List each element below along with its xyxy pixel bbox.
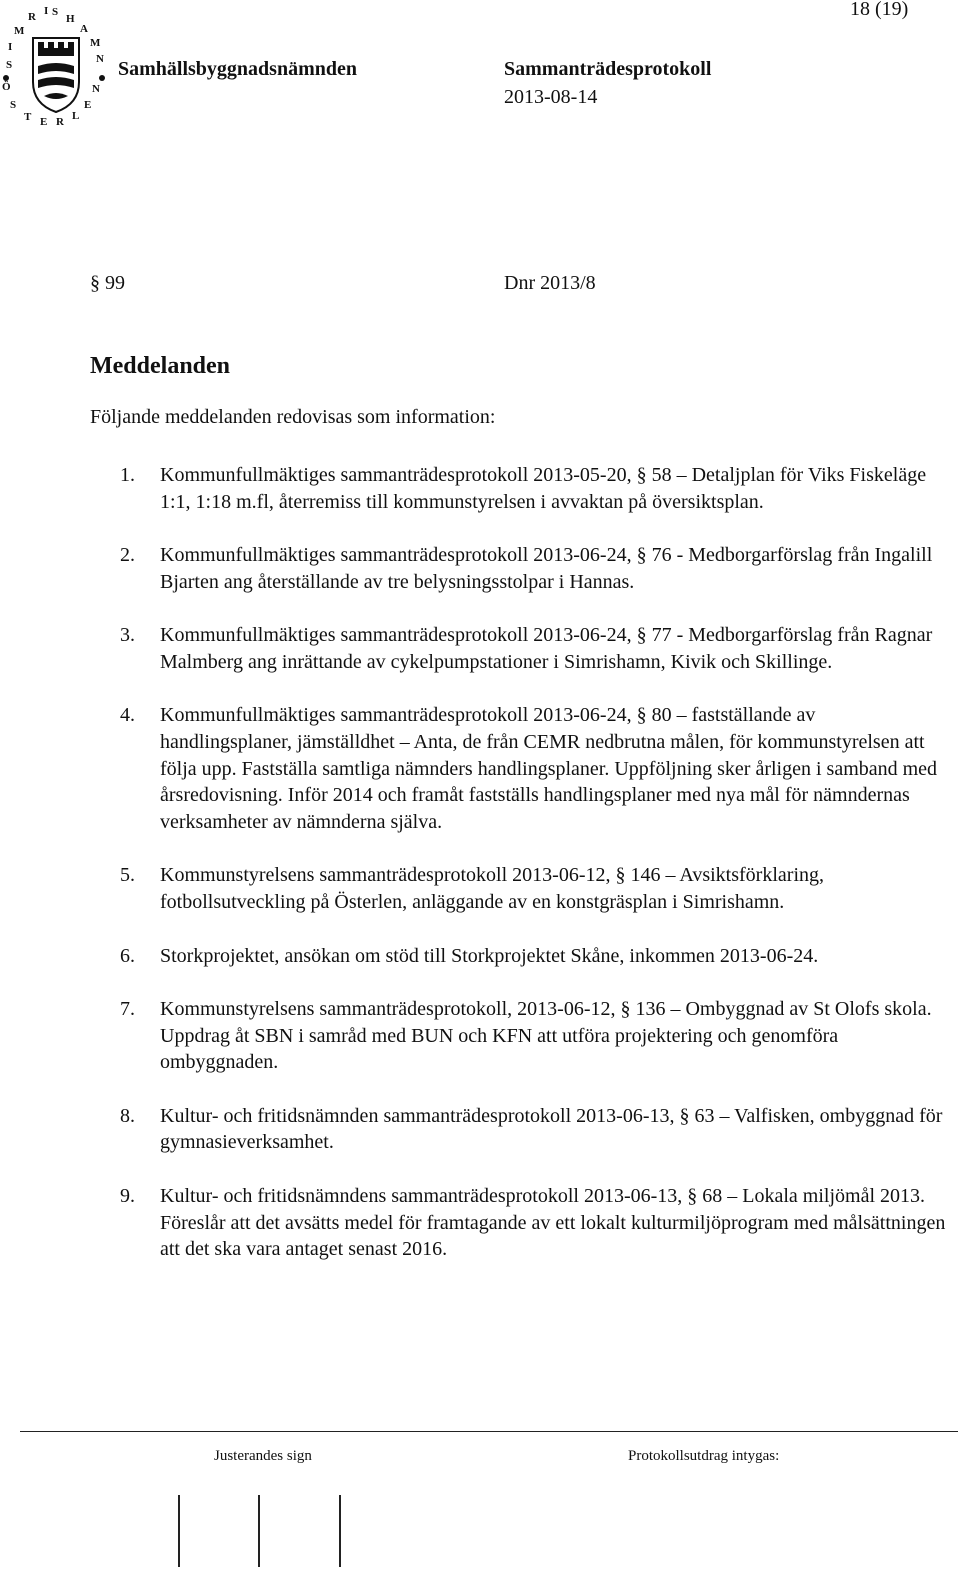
svg-text:M: M xyxy=(14,25,25,37)
intro-text: Följande meddelanden redovisas som information: xyxy=(90,406,496,428)
item-number: 5. xyxy=(120,864,135,887)
item-number: 7. xyxy=(120,997,135,1020)
svg-text:L: L xyxy=(72,110,80,122)
paragraph-number: § 99 xyxy=(90,272,125,294)
svg-text:M: M xyxy=(90,37,101,49)
svg-text:I: I xyxy=(44,5,49,17)
list-item xyxy=(120,622,950,675)
item-number: 3. xyxy=(120,624,135,647)
announcement-list xyxy=(120,462,950,1290)
page-number: 18 (19) xyxy=(850,0,909,20)
list-item xyxy=(120,862,950,915)
meeting-date: 2013-08-14 xyxy=(504,86,598,108)
svg-text:S: S xyxy=(6,59,13,71)
svg-text:S: S xyxy=(10,99,17,111)
signature-line xyxy=(339,1495,341,1567)
item-number: 9. xyxy=(120,1184,135,1207)
item-text: Kommunfullmäktiges sammanträdesprotokoll 2013-06-24, § 76 - Medborgarförslag från Ingalill Bjarten ang återställande av tre belysningsstolpar i Hannas. xyxy=(160,544,933,593)
document-type: Sammanträdesprotokoll xyxy=(504,58,712,80)
item-number: 8. xyxy=(120,1104,135,1127)
svg-text:E: E xyxy=(84,99,92,111)
list-item xyxy=(120,1103,950,1156)
list-item xyxy=(120,542,950,595)
svg-text:S: S xyxy=(52,6,59,18)
item-text: Kommunstyrelsens sammanträdesprotokoll, 2013-06-12, § 136 – Ombyggnad av St Olofs skola. Uppdrag åt SBN i samråd med BUN och KFN att utföra projektering och genomföra ombyggnaden. xyxy=(160,997,932,1074)
footer-divider xyxy=(20,1431,958,1432)
item-number: 6. xyxy=(120,944,135,967)
item-number: 1. xyxy=(120,464,135,486)
item-text: Kultur- och fritidsnämndens sammanträdesprotokoll 2013-06-13, § 68 – Lokala miljömål 2013. Föreslår att det avsätts medel för framtagande av ett lokalt kulturmiljöprogram med målsättningen att det ska vara antaget senast 2016. xyxy=(160,1184,946,1261)
svg-text:A: A xyxy=(80,23,88,35)
signature-line xyxy=(258,1495,260,1567)
svg-text:E: E xyxy=(40,116,48,126)
simrishamn-coat-of-arms-icon xyxy=(0,4,112,126)
justerandes-sign-label: Justerandes sign xyxy=(214,1448,312,1464)
svg-text:I: I xyxy=(8,41,13,53)
svg-text:Ö: Ö xyxy=(2,81,11,93)
list-item xyxy=(120,943,950,970)
organization-name: Samhällsbyggnadsnämnden xyxy=(118,58,357,80)
protokollsutdrag-label: Protokollsutdrag intygas: xyxy=(628,1448,780,1464)
item-text: Kultur- och fritidsnämnden sammanträdesprotokoll 2013-06-13, § 63 – Valfisken, ombyggnad för gymnasieverksamhet. xyxy=(160,1104,943,1154)
item-text: Kommunfullmäktiges sammanträdesprotokoll 2013-06-24, § 80 – fastställande av handlingsplaner, jämställdhet – Anta, de från CEMR nedbrutna målen, för kommunstyrelsen att följa upp. Fastställa samtliga nämnders handlingsplaner. Uppföljning sker årligen i samband med årsredovisning. Inför 2014 och framåt fastställs handlingsplaner med nya mål för nämndernas verksamheter av nämnderna själva. xyxy=(160,704,938,834)
page-title: Meddelanden xyxy=(90,353,231,379)
item-text: Kommunfullmäktiges sammanträdesprotokoll 2013-05-20, § 58 – Detaljplan för Viks Fiskeläge 1:1, 1:18 m.fl, återremiss till kommunstyrelsen i avvaktan på översiktsplan. xyxy=(160,464,927,513)
item-text: Kommunstyrelsens sammanträdesprotokoll 2013-06-12, § 146 – Avsiktsförklaring, fotbollsutveckling på Österlen, anläggande av en konstgräsplan i Simrishamn. xyxy=(160,864,824,914)
svg-text:T: T xyxy=(24,111,32,123)
list-item xyxy=(120,996,950,1076)
svg-text:H: H xyxy=(66,13,75,25)
svg-text:R: R xyxy=(56,116,64,126)
svg-text:N: N xyxy=(96,53,104,65)
list-item xyxy=(120,462,950,515)
list-item xyxy=(120,1183,950,1263)
dnr-number: Dnr 2013/8 xyxy=(504,272,596,294)
item-text: Kommunfullmäktiges sammanträdesprotokoll 2013-06-24, § 77 - Medborgarförslag från Ragnar Malmberg ang inrättande av cykelpumpstationer i Simrishamn, Kivik och Skillinge. xyxy=(160,624,933,673)
signature-line xyxy=(178,1495,180,1567)
item-text: Storkprojektet, ansökan om stöd till Storkprojektet Skåne, inkommen 2013-06-24. xyxy=(160,944,819,967)
item-number: 2. xyxy=(120,544,135,567)
svg-text:N: N xyxy=(92,83,100,95)
item-number: 4. xyxy=(120,704,135,727)
svg-text:R: R xyxy=(28,11,36,23)
list-item xyxy=(120,702,950,836)
